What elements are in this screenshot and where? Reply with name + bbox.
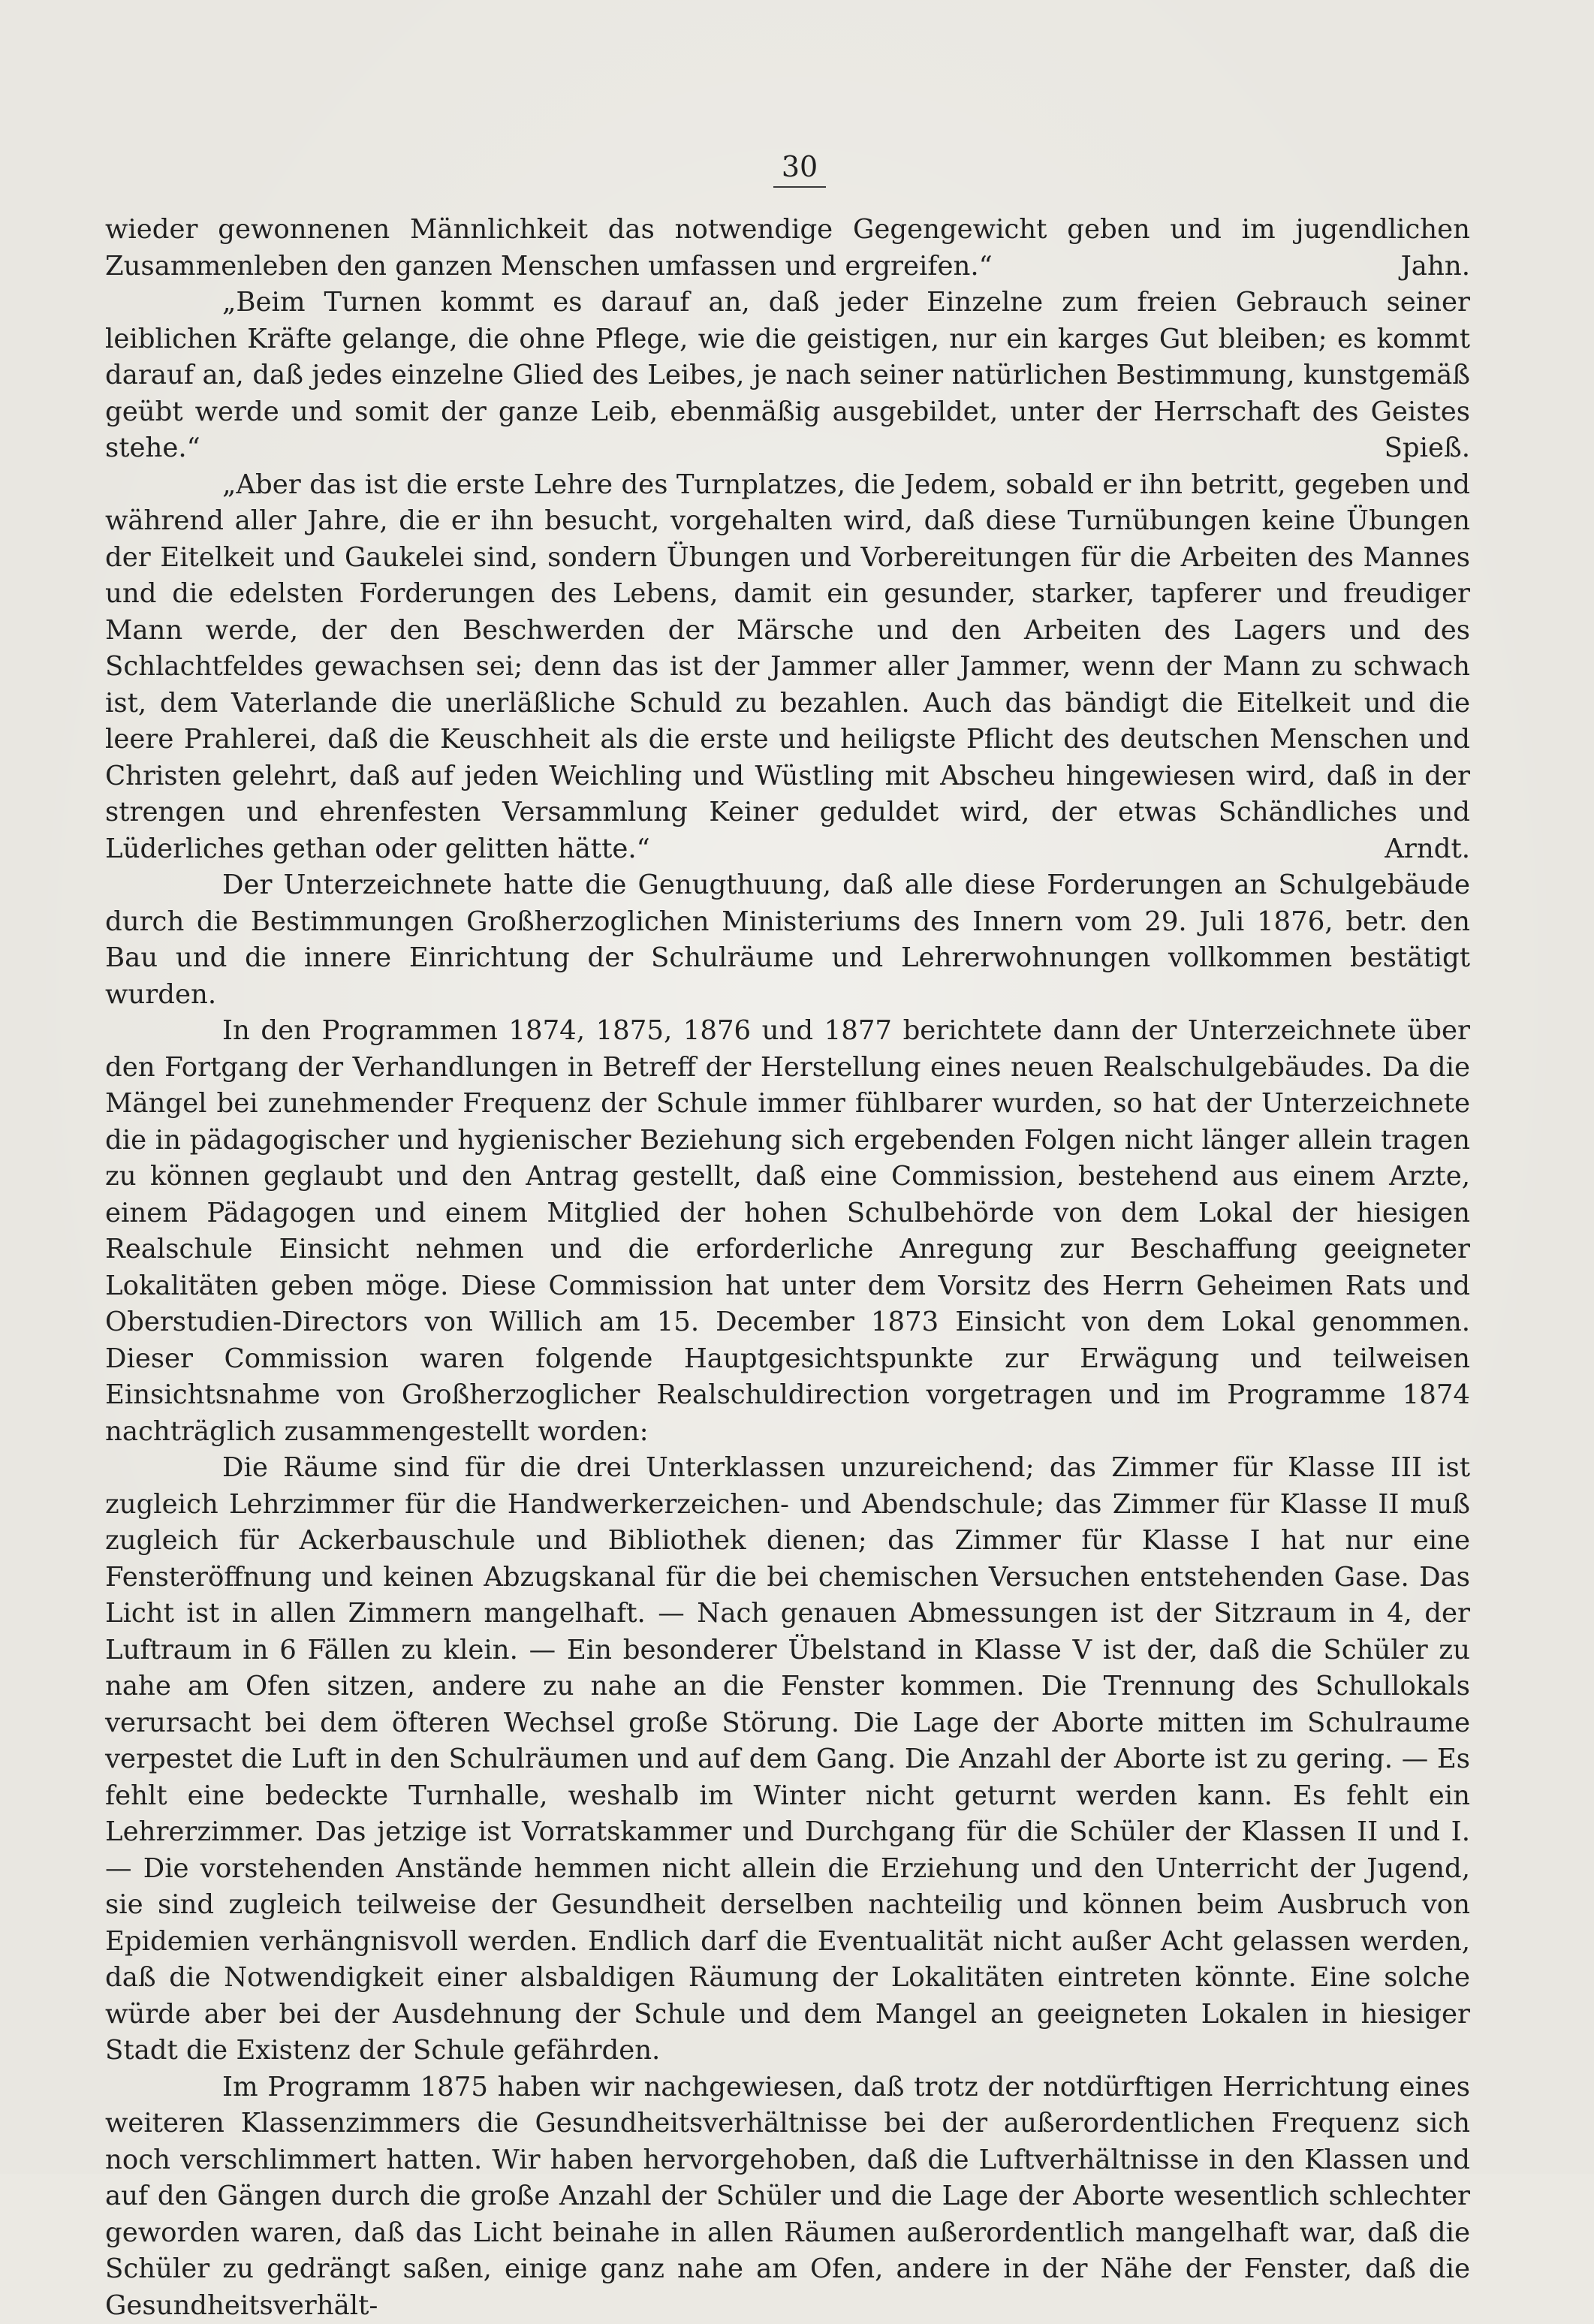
quote-attribution: Jahn. [1386,249,1470,285]
paragraph-text: „Aber das ist die erste Lehre des Turnplatzes, die Jedem, sobald er ihn betritt, gegeben und während aller Jahre, die er ihn besucht, vorgehalten wird, daß diese Turnübungen keine Übungen der Eitelkeit und Gaukelei sind, sondern Übungen und Vorbereitungen für die Arbeiten des Mannes und die edelsten Forderungen des Lebens, damit ein gesunder, starker, tapferer und freudiger Mann werde, der den Beschwerden der Märsche und den Arbeiten des Lagers und des Schlachtfeldes gewachsen sei; denn das ist der Jammer aller Jammer, wenn der Mann zu schwach ist, dem Vaterlande die unerläßliche Schuld zu bezahlen. Auch das bändigt die Eitelkeit und die leere Prahlerei, daß die Keuschheit als die erste und heiligste Pflicht des deutschen Menschen und Christen gelehrt, daß auf jeden Weichling und Wüstling mit Abscheu hingewiesen wird, daß in der strengen und ehrenfesten Versammlung Keiner geduldet wird, der etwas Schändliches und Lüderliches gethan oder gelitten hätte.“ [105,469,1470,864]
paragraph-spiess-quote [105,285,1470,467]
paragraph-programmes-report [105,1013,1470,1450]
paragraph-programme-1875 [105,2069,1470,2324]
paragraph-arndt-quote [105,467,1470,868]
quote-attribution: Spieß. [1252,430,1470,467]
paragraph-text: Die Räume sind für die drei Unterklassen unzureichend; das Zimmer für Klasse III ist zugleich Lehrzimmer für die Handwerkerzeichen- und Abendschule; das Zimmer für Klasse II muß zugleich für Ackerbauschule und Bibliothek dienen; das Zimmer für Klasse I hat nur eine Fensteröffnung und keinen Abzugskanal für die bei chemischen Versuchen entstehenden Gase. Das Licht ist in allen Zimmern mangelhaft. — Nach genauen Abmessungen ist der Sitzraum in 4, der Luftraum in 6 Fällen zu klein. — Ein besonderer Übelstand in Klasse V ist der, daß die Schüler zu nahe am Ofen sitzen, andere zu nahe an die Fenster kommen. Die Trennung des Schullokals verursacht bei dem öfteren Wechsel große Störung. Die Lage der Aborte mitten im Schulraume verpestet die Luft in den Schulräumen und auf dem Gang. Die Anzahl der Aborte ist zu gering. — Es fehlt eine bedeckte Turnhalle, weshalb im Winter nicht geturnt werden kann. Es fehlt ein Lehrerzimmer. Das jetzige ist Vorratskammer und Durchgang für die Schüler der Klassen II und I. — Die vorstehenden Anstände hemmen nicht allein die Erziehung und den Unterricht der Jugend, sie sind zugleich teilweise der Gesundheit derselben nachteilig und können beim Ausbruch von Epidemien verhängnisvoll werden. Endlich darf die Eventualität nicht außer Acht gelassen werden, daß die Notwendigkeit einer alsbaldigen Räumung der Lokalitäten eintreten könnte. Eine solche würde aber bei der Ausdehnung der Schule und dem Mangel an geeigneten Lokalen in hiesiger Stadt die Existenz der Schule gefährden. [105,1452,1470,2066]
body-text [105,212,1470,2324]
paragraph-text: In den Programmen 1874, 1875, 1876 und 1877 berichtete dann der Unterzeichnete über den Fortgang der Verhandlungen in Betreff der Herstellung eines neuen Realschulgebäudes. Da die Mängel bei zunehmender Frequenz der Schule immer fühlbarer wurden, so hat der Unterzeichnete die in pädagogischer und hygienischer Beziehung sich ergebenden Folgen nicht länger allein tragen zu können geglaubt und den Antrag gestellt, daß eine Commission, bestehend aus einem Arzte, einem Pädagogen und einem Mitglied der hohen Schulbehörde von dem Lokal der hiesigen Realschule Einsicht nehmen und die erforderliche Anregung zur Beschaffung geeigneter Lokalitäten geben möge. Diese Commission hat unter dem Vorsitz des Herrn Geheimen Rats und Oberstudien-Directors von Willich am 15. December 1873 Einsicht von dem Lokal genommen. Dieser Commission waren folgende Hauptgesichtspunkte zur Erwägung und teilweisen Einsichtsnahme von Großherzoglicher Realschuldirection vorgetragen und im Programme 1874 nachträglich zusammengestellt worden: [105,1015,1470,1447]
paragraph-text: wieder gewonnenen Männlichkeit das notwendige Gegengewicht geben und im jugendlichen Zusammenleben den ganzen Menschen umfassen und ergreifen.“ [105,214,1470,282]
page-number: 30 [773,150,826,188]
paragraph-text: Im Programm 1875 haben wir nachgewiesen, daß trotz der notdürftigen Herrichtung eines weiteren Klassenzimmers die Gesundheitsverhältnisse bei der außerordentlichen Frequenz sich noch verschlimmert hatten. Wir haben hervorgehoben, daß die Luftverhältnisse in den Klassen und auf den Gängen durch die große Anzahl der Schüler und die Lage der Aborte wesentlich schlechter geworden waren, daß das Licht beinahe in allen Räumen außerordentlich mangelhaft war, daß die Schüler zu gedrängt saßen, einige ganz nahe am Ofen, andere in der Nähe der Fenster, daß die Gesundheitsverhält- [105,2072,1470,2321]
paragraph-ministry-regulations [105,867,1470,1013]
paragraph-text: Der Unterzeichnete hatte die Genugthuung, daß alle diese Forderungen an Schulgebäude durch die Bestimmungen Großherzoglichen Ministeriums des Innern vom 29. Juli 1876, betr. den Bau und die innere Einrichtung der Schulräume und Lehrerwohnungen vollkommen bestätigt wurden. [105,870,1470,1010]
paragraph-text: „Beim Turnen kommt es darauf an, daß jeder Einzelne zum freien Gebrauch seiner leiblichen Kräfte gelange, die ohne Pflege, wie die geistigen, nur ein karges Gut bleiben; es kommt darauf an, daß jedes einzelne Glied des Leibes, je nach seiner natürlichen Bestimmung, kunstgemäß geübt werde und somit der ganze Leib, ebenmäßig ausgebildet, unter der Herrschaft des Geistes stehe.“ [105,287,1470,463]
paragraph-jahn-quote-end [105,212,1470,285]
quote-attribution: Arndt. [1252,831,1470,868]
paragraph-room-deficiencies [105,1450,1470,2069]
